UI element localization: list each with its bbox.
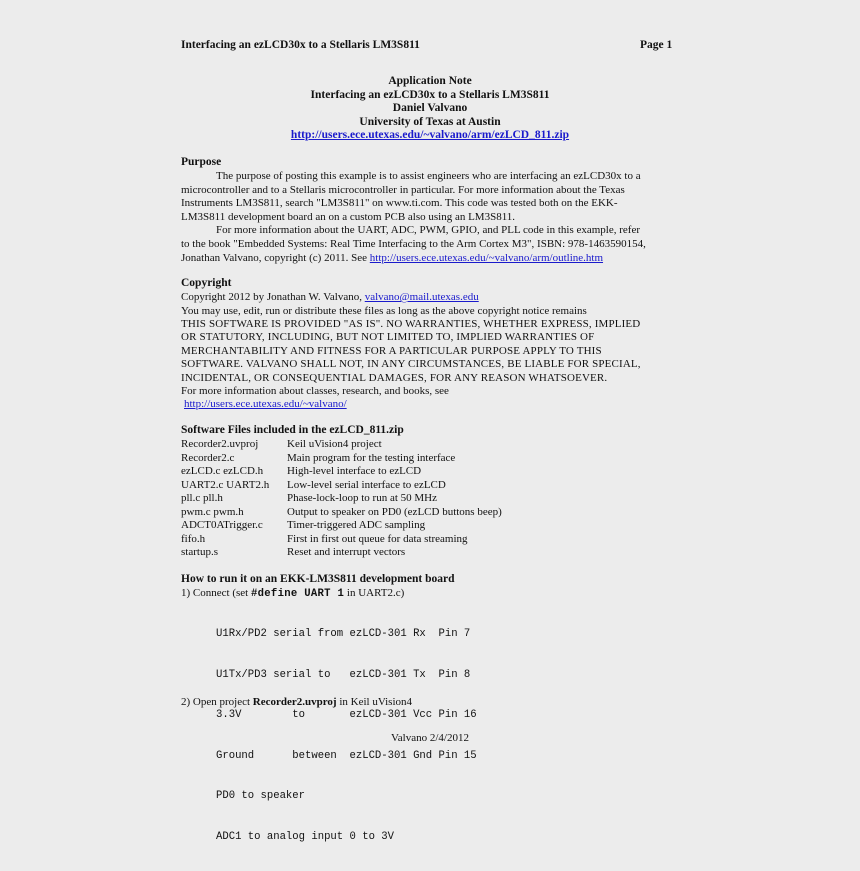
- code-line: U1Rx/PD2 serial from ezLCD-301 Rx Pin 7: [216, 628, 471, 640]
- homepage-link[interactable]: http://users.ece.utexas.edu/~valvano/: [184, 398, 347, 410]
- step-2: [181, 696, 412, 710]
- copyright-line-2: You may use, edit, run or distribute these files as long as the above copyright notice remains: [181, 305, 587, 317]
- file-desc: Low-level serial interface to ezLCD: [287, 478, 446, 491]
- author-name: Daniel Valvano: [392, 102, 468, 114]
- file-name: ezLCD.c ezLCD.h: [181, 465, 264, 477]
- software-heading: Software Files included in the ezLCD_811.zip: [181, 424, 404, 436]
- file-desc: Output to speaker on PD0 (ezLCD buttons beep): [287, 505, 502, 518]
- file-desc: High-level interface to ezLCD: [287, 465, 422, 477]
- purpose-paragraph-1: [181, 170, 646, 265]
- file-name: fifo.h: [181, 532, 206, 545]
- running-header-page: Page 1: [640, 39, 673, 51]
- purpose-p2-line: For more information about the UART, ADC, PWM, GPIO, and PLL code in this example, refer: [216, 224, 640, 237]
- author-affiliation: University of Texas at Austin: [359, 115, 501, 128]
- outline-link[interactable]: http://users.ece.utexas.edu/~valvano/arm/outline.htm: [369, 251, 604, 264]
- code-line: ADC1 to analog input 0 to 3V: [216, 830, 395, 843]
- page-footer: Valvano 2/4/2012: [391, 732, 469, 744]
- zip-download-link[interactable]: http://users.ece.utexas.edu/~valvano/arm/ezLCD_811.zip: [290, 129, 570, 141]
- step-1-suffix: in UART2.c): [344, 587, 405, 599]
- running-header-title: Interfacing an ezLCD30x to a Stellaris LM3S811: [181, 39, 420, 51]
- disclaimer-line: THIS SOFTWARE IS PROVIDED "AS IS". NO WARRANTIES, WHETHER EXPRESS, IMPLIED: [181, 318, 641, 330]
- file-desc: Phase-lock-loop to run at 50 MHz: [287, 492, 437, 504]
- copyright-heading: Copyright: [181, 277, 232, 289]
- code-line: PD0 to speaker: [216, 790, 306, 802]
- copyright-text: Copyright 2012 by Jonathan W. Valvano,: [181, 291, 365, 303]
- disclaimer-block: [181, 318, 641, 385]
- purpose-p1-line: microcontroller and to a Stellaris microcontroller in particular. For more information about the Texas: [181, 183, 625, 196]
- purpose-p2-line: to the book "Embedded Systems: Real Time Interfacing to the Arm Cortex M3", ISBN: 978-1463590154,: [181, 237, 646, 250]
- code-line: U1Tx/PD3 serial to ezLCD-301 Tx Pin 8: [216, 668, 471, 681]
- file-list: [181, 438, 601, 563]
- file-name: pwm.c pwm.h: [181, 505, 244, 518]
- file-desc: Reset and interrupt vectors: [287, 546, 406, 558]
- email-link[interactable]: valvano@mail.utexas.edu: [364, 291, 479, 303]
- howto-heading: How to run it on an EKK-LM3S811 development board: [181, 573, 455, 585]
- step-2-text: 2) Open project: [181, 696, 253, 708]
- step-2-suffix: in Keil uVision4: [336, 696, 413, 708]
- purpose-p1-line: Instruments LM3S811, search "LM3S811" on www.ti.com. This code was tested both on the EKK-: [181, 197, 618, 210]
- purpose-p1-line: LM3S811 development board an on a custom PCB also using an LM3S811.: [181, 210, 516, 223]
- disclaimer-line: INCIDENTAL, OR CONSEQUENTIAL DAMAGES, FOR ANY REASON WHATSOEVER.: [181, 371, 608, 384]
- code-line: 3.3V to ezLCD-301 Vcc Pin 16: [216, 709, 477, 721]
- more-info-text: For more information about classes, research, and books, see: [181, 385, 449, 397]
- purpose-p2-last-text: Jonathan Valvano, copyright (c) 2011. See: [181, 251, 370, 264]
- purpose-p1-line: The purpose of posting this example is to assist engineers who are interfacing an ezLCD30x to a: [216, 170, 641, 182]
- homepage-link-line: [184, 398, 347, 412]
- title-line-1: Application Note: [388, 75, 472, 87]
- file-name: UART2.c UART2.h: [181, 478, 270, 491]
- file-desc: Main program for the testing interface: [287, 451, 456, 464]
- title-block: [0, 75, 860, 143]
- copyright-line-1: [181, 291, 479, 305]
- purpose-p2-last-line: [181, 252, 646, 266]
- purpose-heading: Purpose: [181, 156, 222, 168]
- file-name: ADCT0ATrigger.c: [181, 519, 263, 531]
- file-name: startup.s: [181, 546, 218, 558]
- define-code: #define UART 1: [250, 588, 345, 600]
- disclaimer-line: OR STATUTORY, INCLUDING, BUT NOT LIMITED TO, IMPLIED WARRANTIES OF: [181, 331, 595, 344]
- disclaimer-line: MERCHANTABILITY AND FITNESS FOR A PARTICULAR PURPOSE APPLY TO THIS: [181, 344, 602, 357]
- file-name: Recorder2.c: [181, 451, 235, 464]
- step-1: [181, 587, 404, 602]
- title-line-2: Interfacing an ezLCD30x to a Stellaris LM3S811: [310, 88, 550, 101]
- file-name: pll.c pll.h: [181, 492, 223, 504]
- disclaimer-line: SOFTWARE. VALVANO SHALL NOT, IN ANY CIRCUMSTANCES, BE LIABLE FOR SPECIAL,: [181, 358, 641, 371]
- file-desc: Keil uVision4 project: [287, 438, 382, 450]
- project-name: Recorder2.uvproj: [252, 696, 337, 708]
- code-line: Ground between ezLCD-301 Gnd Pin 15: [216, 749, 477, 762]
- file-desc: First in first out queue for data streaming: [287, 532, 468, 545]
- file-desc: Timer-triggered ADC sampling: [287, 519, 426, 531]
- step-1-text: 1) Connect (set: [181, 587, 251, 599]
- file-name: Recorder2.uvproj: [181, 438, 259, 450]
